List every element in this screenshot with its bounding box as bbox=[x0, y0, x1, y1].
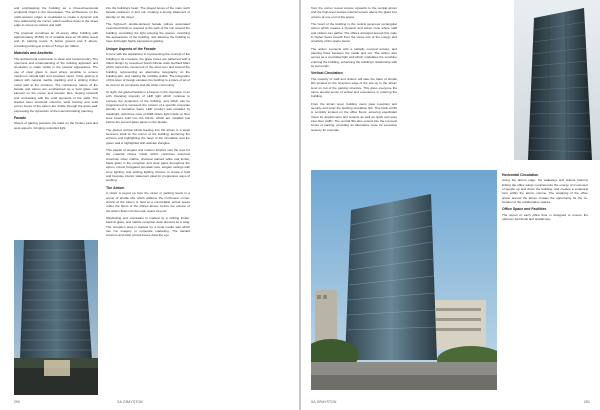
paragraph: The glazed vertical blinds feeding into the atrium is a sleek luminous shaft on the corner of the building, anchoring the scheme and highlighting the heart of the circulation and the green wall is highlighted with delicate triangles. bbox=[106, 127, 190, 145]
building-facade-illustration bbox=[14, 240, 98, 395]
page-number: 251 bbox=[583, 400, 590, 404]
paragraph: The high-tech double-skinned facade utilises automated motorised blinds to respond to the path of the sun around the building, controlling the light entering the spaces, morphing the appearance of the building, and allowing the building to have full-height highly transparent glazing. bbox=[106, 22, 190, 44]
heading-vertical-circulation: Vertical Circulation bbox=[311, 71, 343, 76]
page-number: 250 bbox=[14, 400, 21, 404]
exterior-photo bbox=[311, 170, 497, 390]
magazine-name: SA GRAYSTON bbox=[117, 400, 143, 404]
paragraph: From the atrium level, building users pass reception and security and enter the building circulation link. This bank of lifts is centrally located on the office floors, ensuring equidistant travel for departments and tenants as well as quick and easy inter-floor traffic. The central lifts also extend into the top-level levels of parking, providing an alternative route for executive tenancy for example. bbox=[311, 101, 397, 132]
heading-materials: Materials and Aesthetic bbox=[14, 51, 53, 56]
paragraph: A visitor is keyed up from the street or parking levels in a scene of shuttle lifts which address the north-west corner. Arrival at the atrium is held at a comfortable arrival space under the floors of the offices above, before the volume of the atrium flows into the main space beyond. bbox=[106, 191, 190, 213]
heading-horizontal-circulation: Horizontal Circulation bbox=[502, 173, 539, 177]
paragraph: into the building's heart. The played boxes of the main north facade cantilever in and out, creating a strong statement of identity on the street. bbox=[106, 6, 190, 19]
paragraph: The layout of each office floor is designed to ensure the optimum functional and spatial rela- bbox=[502, 212, 588, 222]
paragraph: and emphasising the building as a three-dimensional sculptural object in the streetscape. The architecture on the north-western edges is modulated to create a dynamic pull form addressing the corner, which reaches down to the street edge to scoop up visitors and staff. bbox=[14, 6, 98, 28]
paragraph: The architectural expression is sleek and contemporary. The openness and understanding of the building approach and circulation is made visible in the exterior appearance. The use of clear glass is used where possible to ensure maximum natural light and excellent views. Crisp glazing is paired with natural marble cladding and a striking timber metal wall at the entrance. The continuous nature of the facade and atrium are emphasised as a bold glass void element on the corner and western face, sloping upwards and contrasting with the solid elements of the walls. The slanted steel structural columns, wind bracing and solid corner boxes of the atrium are visible through the glass wall, expressing the dynamism of the internal building planning. bbox=[14, 56, 98, 113]
paragraph: Slivers of glazing puncture the walls on the frontier east and west aspects, bringing controlled light bbox=[14, 121, 98, 130]
magazine-name: SA GRAYSTON bbox=[311, 400, 337, 404]
paragraph: At night, the glazed facade is a beacon in the cityscape, in an with changing intensity of LED light which continue to express the dynamism of the building, and which can be programmed to represent the colours of a specific corporate identity. A Grundfos 'warm LED' product was installed by Gasthight, with three rows of RGB ribbon light inside on floor level towers built into the blinds, which are installed just before the second glass panel on the facade. bbox=[106, 89, 190, 125]
paragraph: The proposal comprises an 21-storey office building with approximately 15,500 m² of rentable area on 18 office levels and 11 parking levels, 5 below ground and 6 above, providing parking at a ratio of 5 bays per 100m². bbox=[14, 30, 98, 48]
left-column-1 bbox=[14, 6, 98, 133]
paragraph: This palette of elegant and modern finishes sets the tone for the material choice inside which combines luxurious American silver marble, charcoal stained white oak timber, black glass in the reception and clear glass throughout the atrium, robust fumigated porcelain tiles, elegant ceilings with cove lighting, and striking lighting choices to create a bold and bespoke interior statement ideal for progressive ways of working. bbox=[106, 148, 190, 183]
right-page bbox=[301, 0, 600, 410]
tower-photo bbox=[514, 0, 600, 160]
exterior-illustration bbox=[311, 170, 497, 390]
heading-unique-aspects: Unique Aspects of the Facade bbox=[106, 46, 156, 51]
tower-illustration bbox=[514, 0, 600, 160]
building-photo-left bbox=[14, 240, 98, 395]
right-column-1 bbox=[311, 6, 397, 135]
paragraph: Along the atrium edge, the walkways and feature balcony linking the office wings complements the energy of movement of people up and down the building, and creates a sculptural form within the atrium volume. The wrapping of the office space around the atrium creates the opportunity for the co-location of the collaborative spaces. bbox=[502, 178, 588, 205]
right-column-2 bbox=[502, 170, 588, 225]
left-page bbox=[0, 0, 299, 410]
footer-left bbox=[14, 400, 143, 404]
paragraph: The heart of the building is the central generous rectangular atrium which creates a dynamic and active zone where staff and visitors can gather. The offices arranged around this node in higher floors benefit from the views into of the energy and creativity of the space below. bbox=[311, 22, 397, 44]
paragraph: In tune with the aspirations to representing the concept of the building in its envelope, the glass boxes are patterned with a fritted design by renowned South African artist Gerhard Marx which traced the movement of the wind over and around the building, representing an alternative topography on the building skin, and making the invisible visible. The integration of this layer of design elevates the building to a place of art of its own for its occupants and the wider community. bbox=[106, 52, 190, 87]
left-column-2 bbox=[106, 6, 190, 241]
paragraph: The majority of staff and visitors will take the bank of shuttle lifts located on the Grayston edge of the site up to the atrium level on top of the parking structure. This gives everyone the same special sense of arrival and experience in entering the building. bbox=[311, 76, 397, 99]
paragraph: The atrium connects with a partially covered terrace, and planting flows between the inside and out. The atrium also serves as a controlled light well which modulates the sunshine entering the building, enhancing the building's relationship with its surrounds. bbox=[311, 46, 397, 69]
footer-right bbox=[311, 400, 590, 404]
heading-office-space: Office Space and Facilities bbox=[502, 207, 547, 212]
paragraph: Wayfinding and orientation is marked by a striking timber, back-lit glass, and marble reception desk dressed as a wing. The reception area is backed by a focal media wall which can run imagery or corporate marketing. The slanted columns and solar control boxes draw the eye bbox=[106, 215, 190, 238]
paragraph: from the corner reveal volume upwards to the central atrium and the high-level feature internal terrace above the glass box volume at one end of the space. bbox=[311, 6, 397, 19]
heading-atrium: The Atrium bbox=[106, 185, 125, 190]
heading-facade: Facade bbox=[14, 115, 27, 120]
